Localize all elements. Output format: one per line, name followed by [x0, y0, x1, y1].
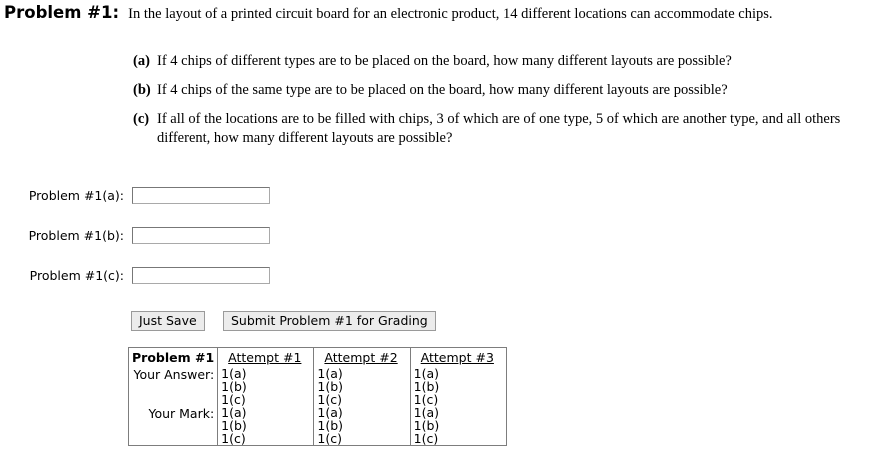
part-c-text: If all of the locations are to be filled with chips, 3 of which are of one type, 5 of which are another type, and all others different, how many different layouts are possible? [157, 111, 841, 146]
attempt-2-answer-a: 1(a) [317, 366, 343, 381]
just-save-button[interactable]: Just Save [131, 311, 205, 331]
attempt-3-answers [410, 367, 506, 406]
answer-input-c[interactable] [132, 267, 270, 284]
answer-row-b [0, 227, 270, 244]
attempt-1-answer-b: 1(b) [221, 379, 247, 394]
attempt-1-answer-a: 1(a) [221, 366, 247, 381]
attempt-3-answer-a: 1(a) [413, 366, 440, 381]
problem-title: Problem #1: [4, 3, 120, 22]
part-a-text: If 4 chips of different types are to be placed on the board, how many different layouts are possible? [157, 53, 732, 69]
part-b-text: If 4 chips of the same type are to be placed on the board, how many different layouts are possible? [157, 82, 728, 98]
answer-label-b: Problem #1(b): [28, 228, 124, 243]
part-c-label: (c) [133, 111, 150, 127]
part-b-label: (b) [133, 82, 151, 98]
answer-row [129, 367, 507, 406]
attempt-1-mark-c: 1(c) [221, 431, 246, 446]
answer-input-b[interactable] [132, 227, 270, 244]
attempts-table [128, 347, 507, 446]
your-mark-label: Your Mark: [148, 406, 215, 421]
attempt-3-link[interactable]: Attempt #3 [410, 348, 506, 368]
attempt-1-answers [218, 367, 314, 406]
answer-row-a [0, 187, 270, 204]
mark-row [129, 406, 507, 446]
answer-label-a: Problem #1(a): [28, 188, 124, 203]
attempt-2-mark-c: 1(c) [317, 431, 343, 446]
part-b [133, 81, 873, 100]
answer-row-c [0, 267, 270, 284]
attempt-2-link[interactable]: Attempt #2 [314, 348, 410, 368]
attempt-2-mark-b: 1(b) [317, 418, 344, 433]
attempt-1-answer-c: 1(c) [221, 392, 246, 407]
answer-input-a[interactable] [132, 187, 270, 204]
attempt-2-marks [314, 406, 410, 446]
submit-grading-button[interactable]: Submit Problem #1 for Grading [223, 311, 436, 331]
attempt-2-mark-a: 1(a) [317, 405, 343, 420]
attempt-3-answer-b: 1(b) [413, 379, 440, 394]
problem-intro: In the layout of a printed circuit board for an electronic product, 14 different locations can accommodate chips. [128, 6, 773, 22]
attempt-1-link[interactable]: Attempt #1 [218, 348, 314, 368]
attempt-1-mark-a: 1(a) [221, 405, 247, 420]
attempts-table-header: Problem #1 [132, 350, 215, 365]
your-answer-label: Your Answer: [133, 367, 215, 382]
part-a [133, 52, 873, 71]
problem-header [4, 3, 773, 23]
attempt-1-marks [218, 406, 314, 446]
attempt-3-marks [410, 406, 506, 446]
part-c [133, 110, 873, 148]
attempt-2-answer-c: 1(c) [317, 392, 343, 407]
attempt-1-mark-b: 1(b) [221, 418, 247, 433]
attempt-3-answer-c: 1(c) [413, 392, 439, 407]
attempt-3-mark-b: 1(b) [413, 418, 440, 433]
attempt-2-answer-b: 1(b) [317, 379, 344, 394]
problem-parts [133, 52, 873, 158]
attempt-2-answers [314, 367, 410, 406]
attempt-3-mark-a: 1(a) [413, 405, 440, 420]
part-a-label: (a) [133, 53, 150, 69]
attempt-3-mark-c: 1(c) [413, 431, 439, 446]
answer-label-c: Problem #1(c): [29, 268, 124, 283]
